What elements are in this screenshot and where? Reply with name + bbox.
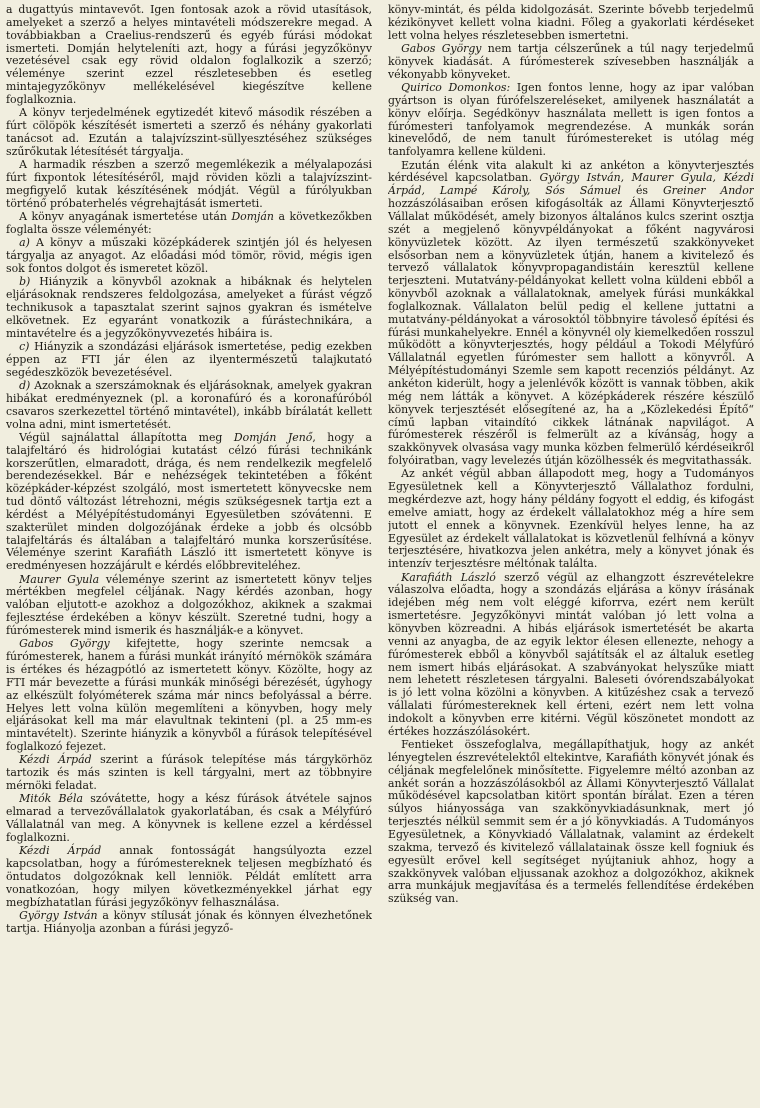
text-run: könyv-mintát, és példa kidolgozását. Szerinte bővebb terjedelmű kézikönyvet kellett volna kiadni. Főleg a gyakorlati kérdéseket lett volna helyes részletesebben ismertetni. <box>388 4 754 42</box>
text-run: Az ankét végül abban állapodott meg, hogy a Tudományos Egyesületnek kell a Könyvterjesztő Vállalathoz fordulni, megkérdezve azt, hogy hány példány fogyott el eddig, és kifogást emelve amiatt, hogy az érdekelt vállalatokhoz még a híre sem jutott el ennek a könyvnek. Ezenkívül helyes lenne, ha az Egyesület az érdekelt vállalatokat is közvetlenül felhívná a könyv terjesztésére, hivatkozva jelen ankétra, mely a könyvet jónak és intenzív terjesztésre méltónak találta. <box>388 467 754 571</box>
speaker-name: Kézdi Árpád <box>19 753 92 767</box>
text-run: annak fontosságát hangsúlyozta ezzel kapcsolatban, hogy a fúrómestereknek teljesen megbízható és öntudatos dolgozóknak kell lenniök. Példát említett arra vonatkozóan, hogy milyen következményekkel járhat egy megbízhatatlan fúrási jegyzőkönyv felhasználása. <box>6 844 372 909</box>
speaker-name: Mitók Béla <box>19 792 83 806</box>
paragraph <box>6 754 372 793</box>
speaker-name: Gabos György <box>19 637 110 651</box>
paragraph <box>6 380 372 431</box>
paragraph <box>388 160 754 468</box>
speaker-name: c) <box>19 339 30 353</box>
text-run: Ezután élénk vita alakult ki az ankéton a könyvterjesztés kérdésével kapcsolatban. <box>388 158 754 185</box>
speaker-name: Domján Jenő <box>233 430 313 444</box>
paragraph <box>6 211 372 237</box>
text-run: Azoknak a szerszámoknak és eljárásoknak, amelyek gyakran hibákat eredményeznek (pl. a koronafúró és a koronafúróból csavaros szerkezettel történő mintavétel), inkább bírálatát kellett volna adni, mint ismertetését. <box>6 378 372 431</box>
text-run: Hiányzik a szondázási eljárások ismertetése, pedig ezekben éppen az FTI jár élen az ilyentermészetű talajkutató segédeszközök bevezetésével. <box>6 339 372 379</box>
text-run: és <box>621 184 663 198</box>
paragraph <box>388 43 754 82</box>
speaker-name: b) <box>19 275 31 289</box>
text-run: A könyv anyagának ismertetése után <box>19 210 232 223</box>
text-run: , hogy a talajfeltáró és hidrológiai kutatást célzó fúrási technikánk korszerűtlen, elmaradott, drága, és nem rendelkezik megfelelő berendezésekkel. Bár e nehézségek tekintetében a főként középkáder-képzést szolgáló, most ismertetett könyvecske nem tud döntő változást létrehozni, mégis szükségesnek tartja ezt a kérdést a Mélyépítéstudományi Egyesületben szóvátenni. E szakterület minden dolgozójának érdeke a jobb és olcsóbb talajfeltárás és általában a talajfeltáró munka korszerűsítése. Véleménye szerint Karafiáth László itt ismertetett könyve is eredményesen hozzájárult e kérdés előbbreviteléhez. <box>6 430 372 573</box>
paragraph <box>388 468 754 571</box>
text-run: véleménye szerint az ismertetett könyv teljes mértékben megfelel céljának. Nagy kérdés azonban, hogy valóban eljutott-e azokhoz a dolgozókhoz, akiknek a szakmai fejlesztése érdekében a könyv készült. Szeretné tudni, hogy a fúrómesterek mind ismerik és használják-e a könyvet. <box>6 572 372 637</box>
speaker-name: Kézdi Árpád <box>19 844 102 858</box>
paragraph <box>6 638 372 754</box>
speaker-name: Maurer Gyula <box>19 572 100 586</box>
text-run: a dugattyús mintavevőt. Igen fontosak azok a rövid utasítások, amelyeket a szerző a helyes mintavételi módszerekre megad. A továbbiakban a Craelius-rendszerű és egyéb fúrási módokat ismerteti. Domján helyteleníti azt, hogy a fúrási jegyzőkönyv vezetésével csak egy rövid oldalon foglalkozik a szerző; véleménye szerint ezzel részletesebben és esetleg mintajegyzőkönyv mellékelésével kiegészítve kellene foglalkoznia. <box>6 4 372 106</box>
text-run: A könyv terjedelmének egytizedét kitevő második részében a fúrt cölöpök készítését ismerteti a szerző és néhány gyakorlati tanácsot ad. Ezután a talajvízszint-süllyesztéséhez szükséges szűrőkutak létesítését tárgyalja. <box>6 106 372 158</box>
paragraph <box>6 107 372 158</box>
speaker-name: György István <box>19 909 98 923</box>
paragraph <box>6 159 372 210</box>
text-run: a könyv stílusát jónak és könnyen élvezhetőnek tartja. Hiányolja azonban a fúrási jegyző- <box>6 909 372 935</box>
text-run: hozzászólásaiban erősen kifogásolták az Állami Könyvterjesztő Vállalat működését, amely bizonyos általános kulcs szerint osztja szét a megjelenő könyvpéldányokat a főként nagyvárosi könyvüzletek között. Az ilyen természetű szakkönyveket elsősorban nem a könyvüzletek útján, hanem a kivitelező és tervező vállalatok könyvpropagandistáin keresztül kellene terjeszteni. Mutatvány-példányokat kellett volna küldeni ebből a könyvből azoknak a vállalatoknak, amelyek fúrási munkákkal foglalkoznak. Vállalaton belül pedig el kellene juttatni a mutatvány-példányokat a városoktól többnyire távoleső építési és fúrási munkahelyekre. Ennél a könyvnél oly kiemelkedően rosszul működött a könyvterjesztés, hogy például a Tokodi Mélyfúró Vállalatnál egyetlen fúrómester sem hallott a könyvről. A Mélyépítéstudományi Szemle sem kapott recenziós példányt. Az ankéton kiderült, hogy a jelenlévők között is vannak többen, akik még nem látták a könyvet. A középkáderek részére készülő könyvek terjesztését elősegítené az, ha a „Közlekedési Építő“ című lapban vitaindító cikkek látnának napvilágot. A fúrómesterek részéről is felmerült az a kívánság, hogy a szakkönyvek olvasása vagy munka közben felmerülő kérdéseikről folyóiratban, vagy levelezés útján közölhessék és megvitathassák. <box>388 197 754 468</box>
text-run: A harmadik részben a szerző megemlékezik a mélyalapozási fúrt fixpontok létesítéséről, majd röviden közli a talajvízszint-megfigyelő kutak készítésének módját. Végül a fúrólyukban történő próbaterhelés végrehajtását ismerteti. <box>6 158 372 210</box>
paragraph <box>388 739 754 906</box>
paragraph <box>6 845 372 909</box>
right-column <box>388 4 754 1102</box>
text-run: Fentieket összefoglalva, megállapíthatjuk, hogy az ankét lényegtelen észrevételektől eltekintve, Karafiáth könyvét jónak és céljának megfelelőnek minősítette. Figyelemre méltó azonban az ankét során a hozzászólásokból az Állami Könyvterjesztő Vállalat működésével kapcsolatban kitört spontán bírálat. Ezen a téren súlyos hiányossága van szakkönyvkiadásunknak, mert jó terjesztés nélkül semmit sem ér a jó könyvkiadás. A Tudományos Egyesületnek, a Könyvkiadó Vállalatnak, valamint az érdekelt szakma, tervező és kivitelező vállalatainak össze kell fogniuk és egyesült erővel kell segítséget nyújtaniuk ahhoz, hogy a szakkönyvek valóban eljussanak azokhoz a dolgozókhoz, akiknek arra munkájuk megjavítása és a termelés fellendítése érdekében szükség van. <box>388 738 754 906</box>
paragraph <box>388 572 754 739</box>
speaker-name: d) <box>19 378 31 392</box>
paragraph <box>6 432 372 573</box>
speaker-name: a) <box>19 236 30 250</box>
text-run: szerző végül az elhangzott észrevételekre válaszolva előadta, hogy a szondázás eljárása a könyv írásának idejében még nem volt eléggé kiforrva, ezért nem került ismertetésre. Jegyzőkönyvi mintát valóban jó lett volna a könyvben közreadni. A hibás eljárások ismertetését be akarta venni az anyagba, de az egyik lektor élesen ellenezte, nehogy a fúrómesterek ebből a könyvből sajátítsák el az általuk esetleg nem ismert hibás eljárásokat. A szabványokat helyszűke miatt nem lehetett részletesen tárgyalni. Baleseti óvórendszabályokat is jó lett volna közölni a könyvben. A kitűzéshez csak a tervező vállalati fúrómestereknek kell érteni, ezért nem lett volna indokolt a könyvben erre kitérni. Végül köszönetet mondott az értékes hozzászólásokért. <box>388 570 754 738</box>
paragraph <box>6 341 372 380</box>
text-run: Hiányzik a könyvből azoknak a hibáknak és helytelen eljárásoknak rendszeres feldolgozása, amelyeket a fúrást végző technikusok a tapasztalat szerint sajnos gyakran és ismételve elkövetnek. Ez egyaránt vonatkozik a fúrástechnikára, a mintavételre és a jegyzőkönyvvezetés hibáira is. <box>6 275 372 340</box>
paragraph <box>388 4 754 43</box>
speaker-name: Gabos György <box>401 42 482 56</box>
text-run: szóvátette, hogy a kész fúrások átvétele sajnos elmarad a tervezővállalatok gyakorlatában, és csak a Mélyfúró Vállalatnál van meg. A könyvnek is kellene ezzel a kérdéssel foglalkozni. <box>6 792 372 844</box>
paragraph <box>6 910 372 936</box>
speaker-name: György István, Maurer Gyula, Kézdi Árpád, Lampé Károly, Sós Sámuel <box>388 171 754 198</box>
text-run: nem tartja célszerűnek a túl nagy terjedelmű könyvek kiadását. A fúrómesterek szívesebben használják a vékonyabb könyveket. <box>388 42 754 81</box>
speaker-name: Greiner Andor <box>662 184 754 198</box>
paragraph <box>388 82 754 159</box>
paragraph <box>6 574 372 638</box>
paragraph <box>6 4 372 107</box>
two-column-layout <box>6 4 754 1102</box>
speaker-name: Karafiáth László <box>401 570 496 584</box>
paragraph <box>6 793 372 844</box>
speaker-name: Quirico Domonkos: <box>401 81 511 95</box>
text-run: Igen fontos lenne, hogy az ipar valóban gyártson is olyan fúrófelszereléseket, amilyenek használatát a könyv előírja. Segédkönyv használata mellett is igen fontos a fúrómesteri tanfolyamok megrendezése. A munkák során kinevelődő, de nem tanult fúrómestereket is utólag még tanfolyamra kellene küldeni. <box>388 81 754 159</box>
speaker-name: Domján <box>231 210 274 223</box>
paragraph <box>6 237 372 276</box>
text-run: Végül sajnálattal állapította meg <box>19 430 234 444</box>
paragraph <box>6 276 372 340</box>
text-run: a következőkben foglalta össze véleményét: <box>6 210 372 236</box>
left-column <box>6 4 372 1102</box>
text-run: A könyv a műszaki középkáderek szintjén jól és helyesen tárgyalja az anyagot. Az előadási mód tömör, rövid, mégis igen sok fontos dolgot és ismeretet közöl. <box>6 236 372 275</box>
text-run: szerint a fúrások telepítése más tárgykörhöz tartozik és más szinten is kell tárgyalni, mert az többnyire mérnöki feladat. <box>6 753 372 793</box>
text-run: kifejtette, hogy szerinte nemcsak a fúrómesterek, hanem a fúrási munkát irányító mérnökök számára is értékes és hézagpótló az ismertetett könyv. Közölte, hogy az FTI már bevezette a fúrási munkák minőségi bérezését, úgyhogy az elkészült folyóméterek száma már nincs befolyással a bérre. Helyes lett volna külön megemlíteni a könyvben, hogy mely eljárásokat kell ma már elavultnak tekinteni (pl. a 25 mm-es mintavételt). Szerinte hiányzik a könyvből a fúrások telepítésével foglalkozó fejezet. <box>6 637 372 754</box>
